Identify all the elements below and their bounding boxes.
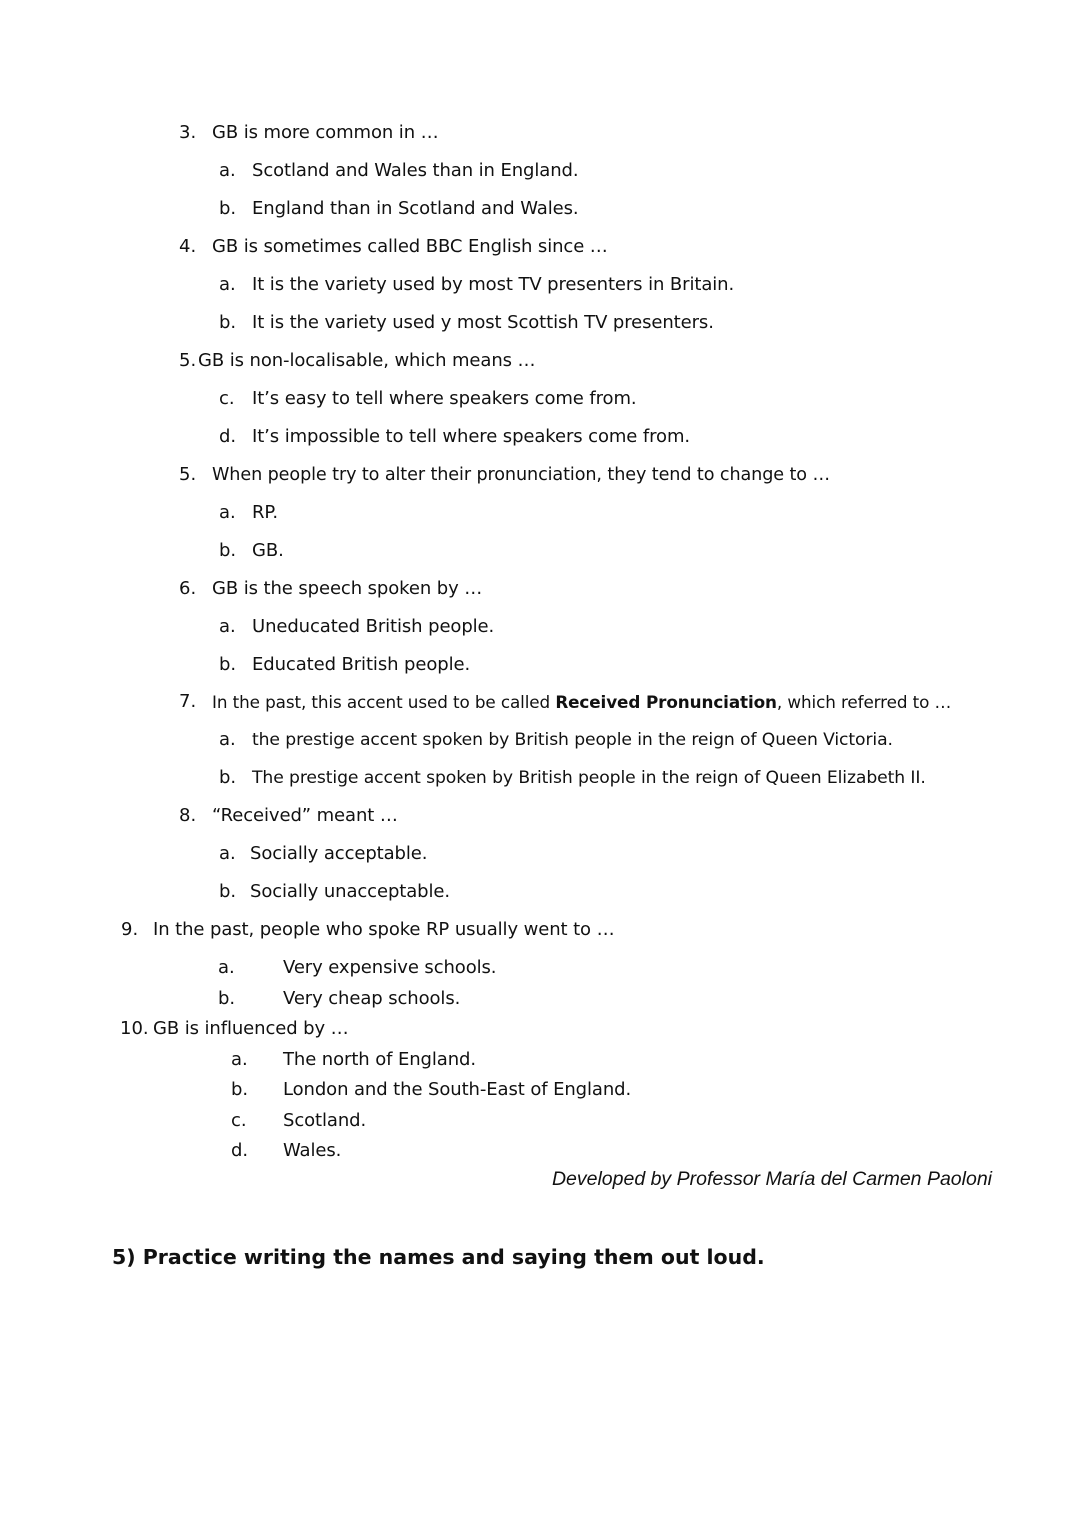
option-text: The north of England. [283, 1049, 476, 1070]
question-stem: GB is sometimes called BBC English since … [212, 236, 608, 257]
option-text: Scotland and Wales than in England. [252, 160, 579, 181]
option-letter: b. [218, 988, 236, 1009]
option-text: London and the South-East of England. [283, 1079, 632, 1100]
option-text: Socially unacceptable. [250, 881, 450, 902]
option-text: England than in Scotland and Wales. [252, 198, 579, 219]
option-letter: c. [231, 1110, 247, 1131]
option-text: It is the variety used by most TV presenters in Britain. [252, 274, 735, 295]
question-number: 9. [121, 919, 139, 940]
question-number: 4. [179, 236, 197, 257]
question-number: 5. [179, 464, 197, 485]
option-letter: c. [219, 388, 235, 409]
option-text: It’s impossible to tell where speakers come from. [252, 426, 691, 447]
option-letter: b. [219, 540, 237, 561]
received-pronunciation-term: Received Pronunciation [555, 692, 777, 712]
option-letter: a. [219, 502, 236, 523]
option-letter: b. [231, 1079, 249, 1100]
author-credit: Developed by Professor María del Carmen Paoloni [551, 1168, 992, 1190]
question-number: 10. [120, 1018, 149, 1039]
option-text: RP. [252, 502, 278, 523]
question-stem-after: , which referred to … [776, 692, 952, 712]
option-letter: a. [219, 843, 236, 864]
option-text: GB. [252, 540, 284, 561]
question-stem: In the past, people who spoke RP usually went to … [153, 919, 615, 940]
option-text: The prestige accent spoken by British people in the reign of Queen Elizabeth II. [252, 768, 926, 788]
question-number: 8. [179, 805, 197, 826]
question-stem-before: In the past, this accent used to be called [212, 692, 556, 712]
option-text: Socially acceptable. [250, 843, 428, 864]
option-text: It is the variety used y most Scottish TV presenters. [252, 312, 714, 333]
question-number: 6. [179, 578, 197, 599]
option-text: Uneducated British people. [252, 616, 495, 637]
option-letter: d. [231, 1140, 249, 1161]
option-letter: a. [219, 160, 236, 181]
question-number: 5. [179, 350, 197, 371]
option-text: the prestige accent spoken by British people in the reign of Queen Victoria. [252, 730, 893, 750]
question-stem: GB is influenced by … [153, 1018, 349, 1039]
question-stem [212, 690, 951, 714]
option-letter: a. [219, 616, 236, 637]
option-letter: d. [219, 426, 237, 447]
option-letter: b. [219, 881, 237, 902]
option-text: Very cheap schools. [283, 988, 461, 1009]
option-letter: b. [219, 654, 237, 675]
option-letter: b. [219, 198, 237, 219]
question-stem: GB is the speech spoken by … [212, 578, 483, 599]
option-letter: b. [219, 312, 237, 333]
option-letter: a. [218, 957, 235, 978]
question-stem: When people try to alter their pronunciation, they tend to change to … [212, 465, 830, 485]
question-number: 3. [179, 122, 197, 143]
option-text: Scotland. [283, 1110, 367, 1131]
option-text: Very expensive schools. [283, 957, 497, 978]
question-stem: GB is more common in … [212, 122, 439, 143]
option-text: It’s easy to tell where speakers come from. [252, 388, 637, 409]
question-number: 7. [179, 691, 197, 712]
option-text: Educated British people. [252, 654, 471, 675]
option-letter: b. [219, 767, 237, 788]
option-letter: a. [219, 274, 236, 295]
option-letter: a. [231, 1049, 248, 1070]
question-stem: “Received” meant … [212, 805, 398, 826]
option-letter: a. [219, 729, 236, 750]
question-stem: GB is non-localisable, which means … [198, 350, 536, 371]
section-heading: 5) Practice writing the names and saying them out loud. [112, 1245, 765, 1269]
option-text: Wales. [283, 1140, 342, 1161]
